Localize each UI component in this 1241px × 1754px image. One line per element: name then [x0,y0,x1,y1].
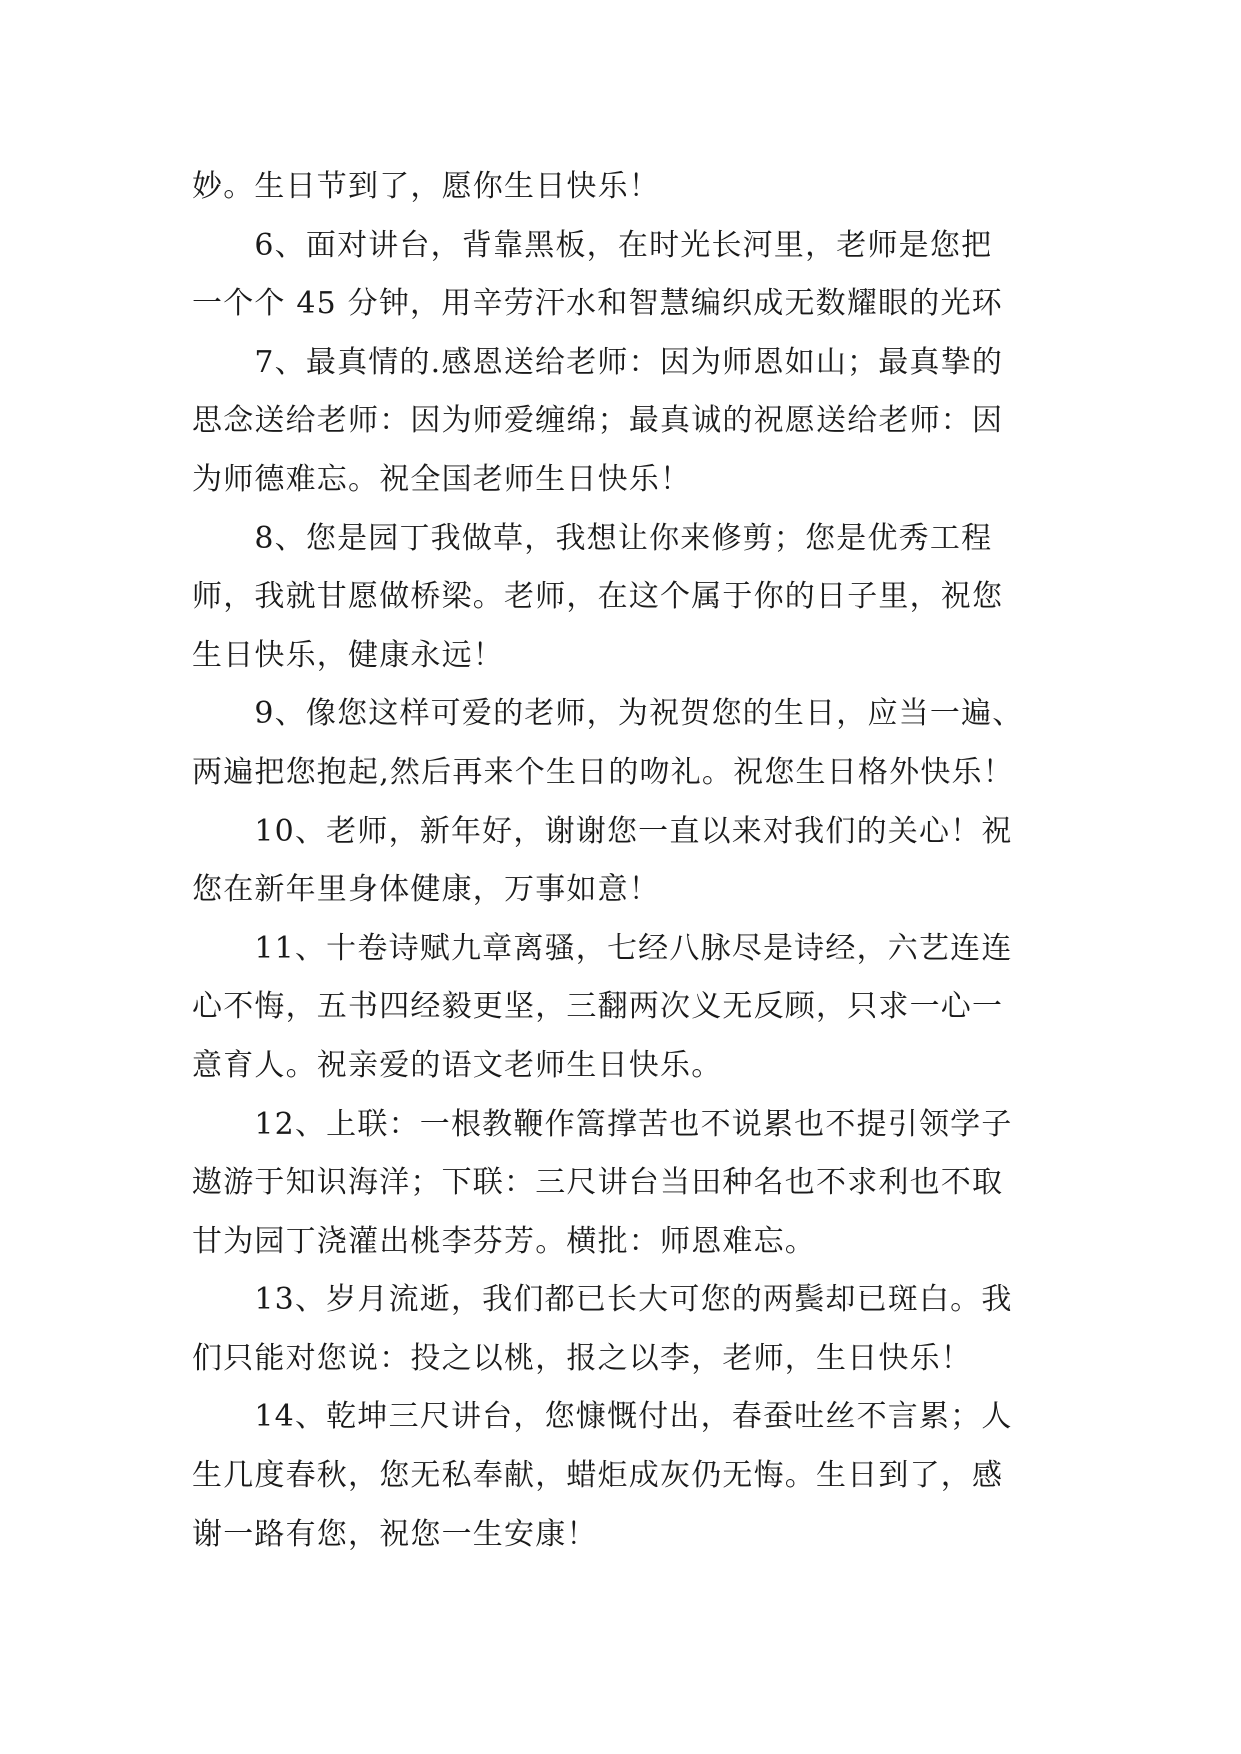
text-line: 思念送给老师：因为师爱缠绵；最真诚的祝愿送给老师：因 [192,403,1004,439]
text-line: 您在新年里身体健康，万事如意！ [192,872,660,908]
text-line: 8、您是园丁我做草，我想让你来修剪；您是优秀工程 [192,520,993,556]
text-line: 们只能对您说：投之以桃，报之以李，老师，生日快乐！ [192,1340,972,1376]
text-line: 遨游于知识海洋；下联：三尺讲台当田种名也不求利也不取 [192,1165,1004,1201]
text-line: 谢一路有您，祝您一生安康！ [192,1516,598,1552]
text-line: 一个个 45 分钟，用辛劳汗水和智慧编织成无数耀眼的光环 [192,286,1003,322]
text-line: 妙。生日节到了，愿你生日快乐！ [192,169,660,204]
text-line: 9、像您这样可爱的老师，为祝贺您的生日，应当一遍、 [192,696,1024,732]
text-line: 意育人。祝亲爱的语文老师生日快乐。 [192,1047,723,1083]
text-line: 12、上联：一根教鞭作篙撑苦也不说累也不提引领学子 [192,1106,1013,1142]
text-line: 为师德难忘。祝全国老师生日快乐！ [192,461,692,497]
text-line: 14、乾坤三尺讲台，您慷慨付出，春蚕吐丝不言累；人 [192,1399,1013,1435]
text-line: 甘为园丁浇灌出桃李芬芳。横批：师恩难忘。 [192,1223,816,1259]
text-line: 7、最真情的.感恩送给老师：因为师恩如山；最真挚的 [192,344,1004,380]
text-line: 13、岁月流逝，我们都已长大可您的两鬓却已斑白。我 [192,1282,1013,1318]
text-line: 心不悔，五书四经毅更坚，三翻两次义无反顾，只求一心一 [192,989,1004,1025]
text-line: 两遍把您抱起,然后再来个生日的吻礼。祝您生日格外快乐！ [192,754,1014,790]
document-body [192,158,1052,1564]
text-line: 11、十卷诗赋九章离骚，七经八脉尽是诗经，六艺连连 [192,930,1013,966]
text-line: 师，我就甘愿做桥梁。老师，在这个属于你的日子里，祝您 [192,579,1004,615]
text-line: 生日快乐，健康永远！ [192,637,504,673]
text-line: 生几度春秋，您无私奉献，蜡炬成灰仍无悔。生日到了，感 [192,1458,1004,1494]
text-line: 10、老师，新年好，谢谢您一直以来对我们的关心！祝 [192,813,1013,849]
text-line: 6、面对讲台，背靠黑板，在时光长河里，老师是您把 [192,227,993,263]
